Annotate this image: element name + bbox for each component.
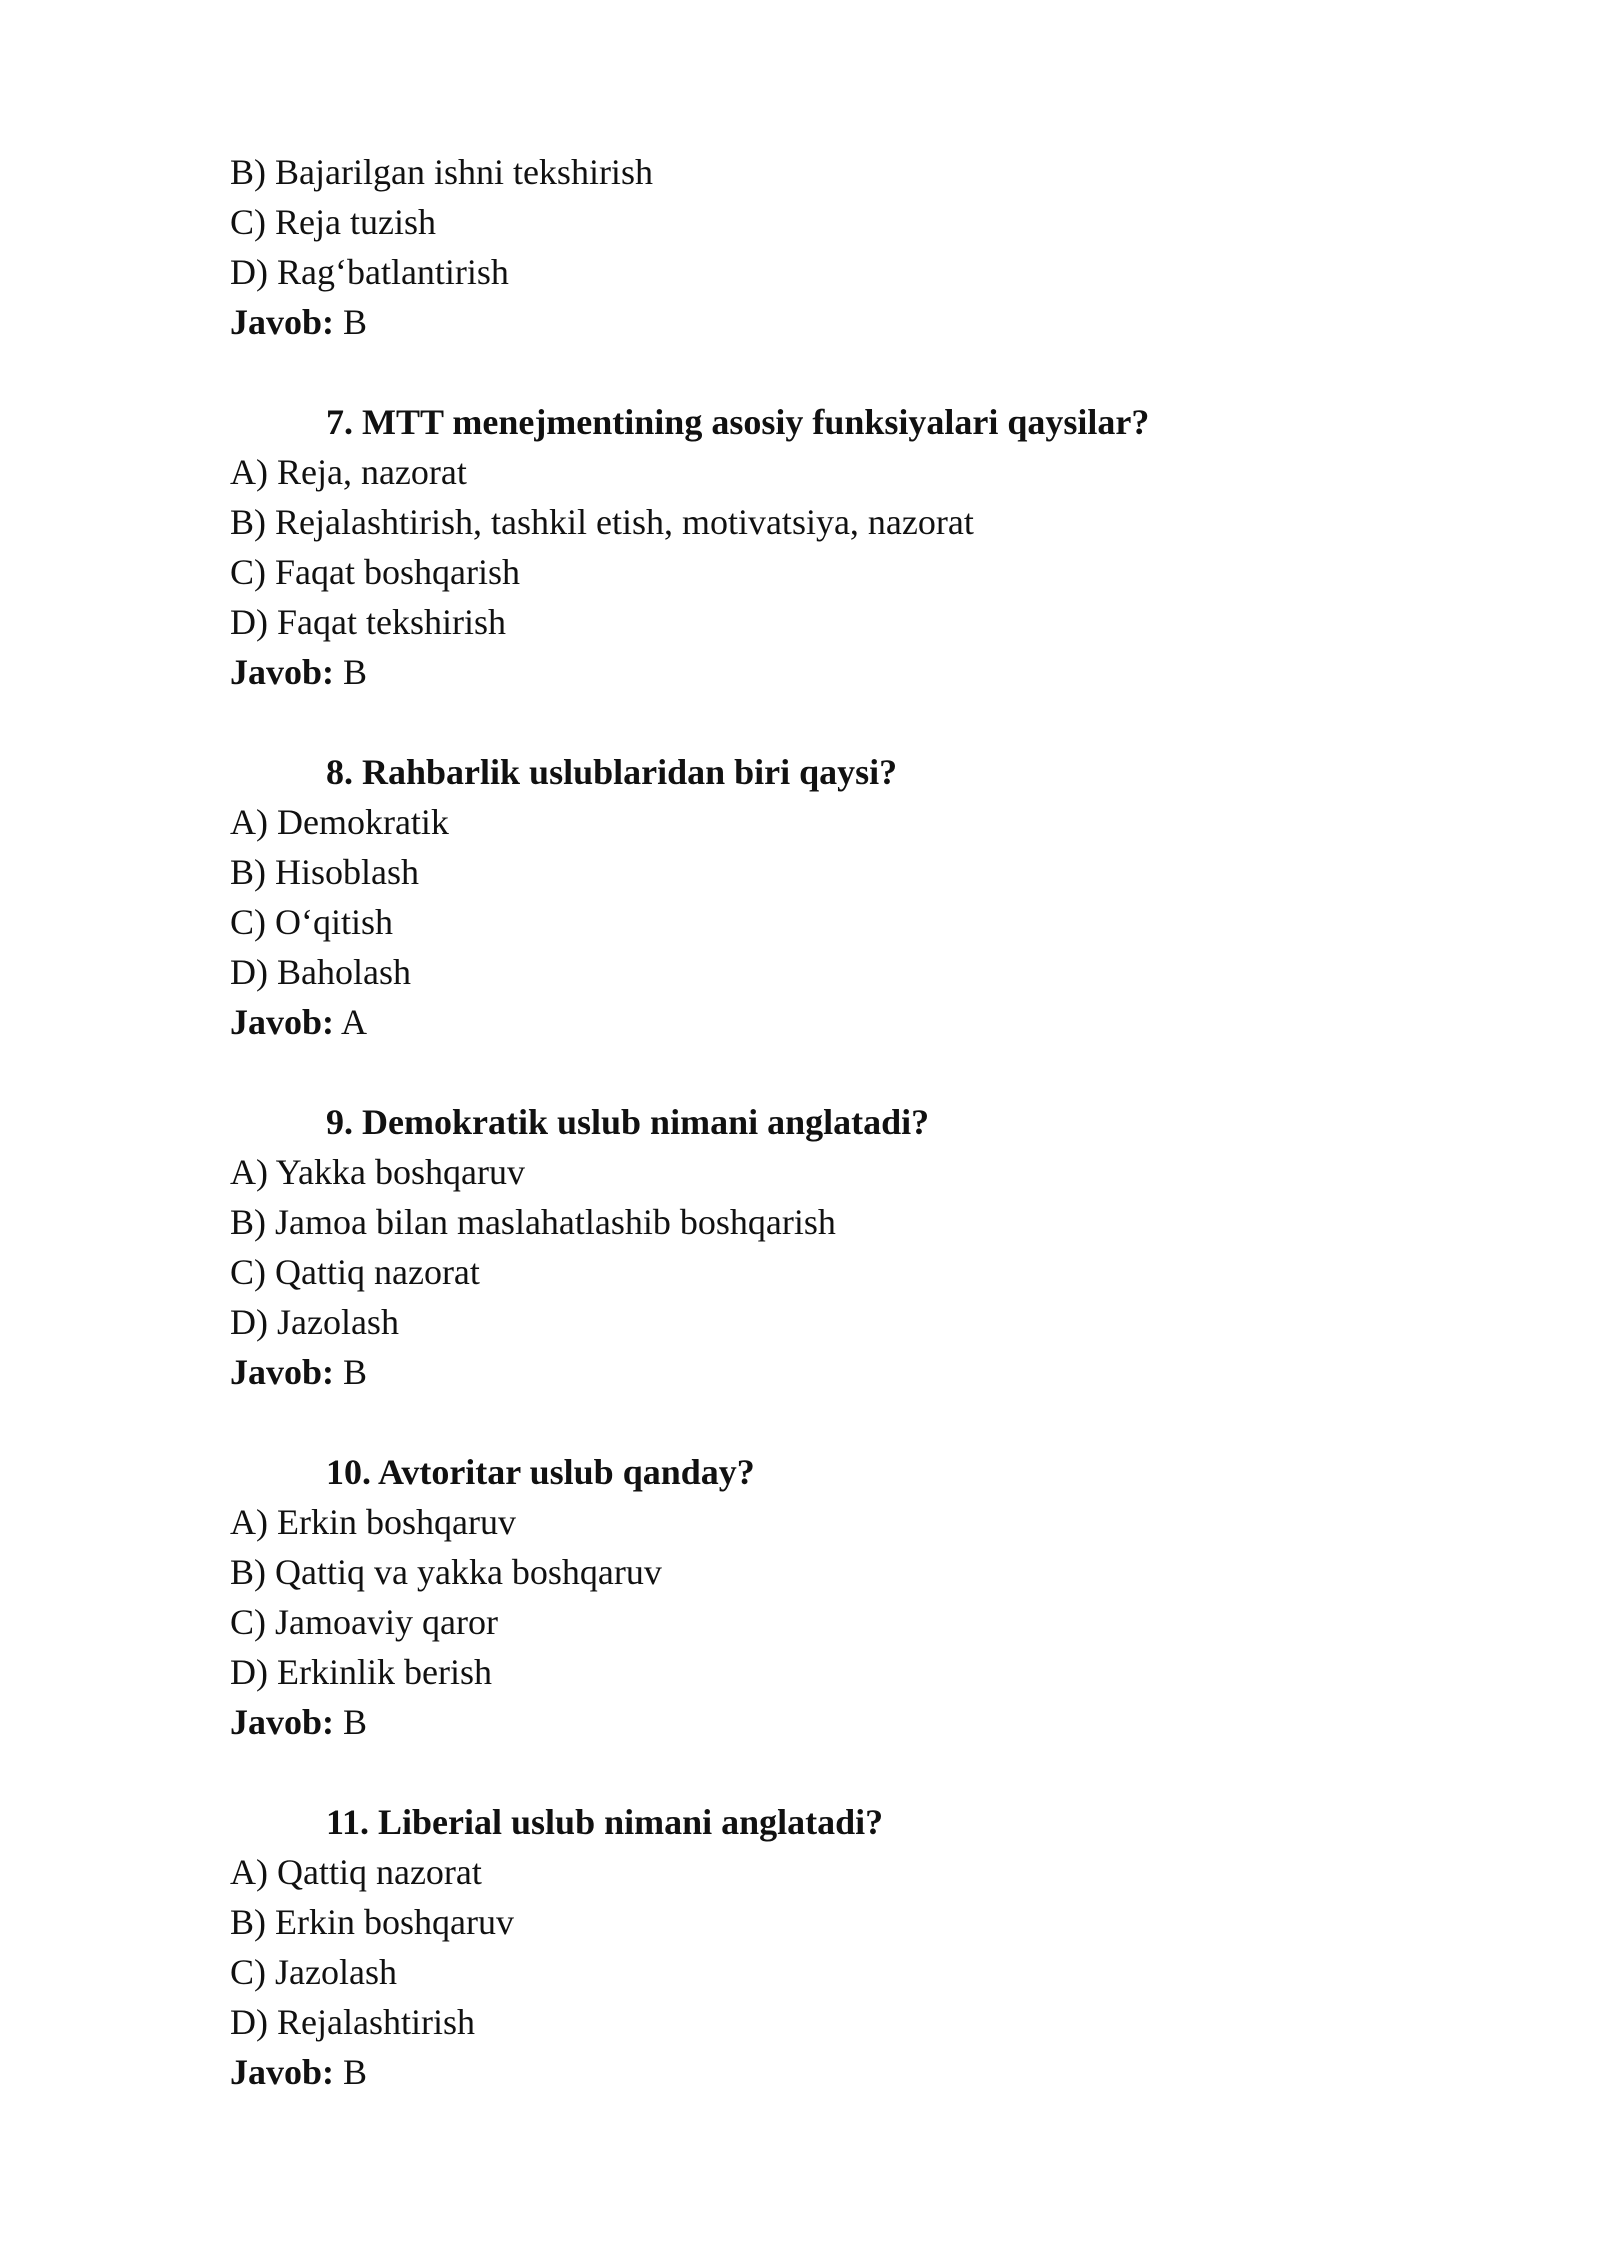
answer-label: Javob: [230,1702,335,1742]
document-content [230,147,1430,2097]
option-a: A) Demokratik [230,802,449,842]
option-b: B) Bajarilgan ishni tekshirish [230,152,653,192]
option-d: D) Jazolash [230,1302,399,1342]
question-title: 11. Liberial uslub nimani anglatadi? [326,1802,884,1842]
option-a: A) Qattiq nazorat [230,1852,482,1892]
option-b: B) Qattiq va yakka boshqaruv [230,1552,662,1592]
option-d: D) Erkinlik berish [230,1652,492,1692]
answer-line [230,647,1430,697]
option-c: C) Reja tuzish [230,202,436,242]
answer-line [230,2047,1430,2097]
answer-line [230,997,1430,1047]
question-title: 9. Demokratik uslub nimani anglatadi? [326,1102,930,1142]
question-block [230,397,1430,697]
option-c: C) O‘qitish [230,902,394,942]
answer-label: Javob: [230,1002,335,1042]
option-b: B) Jamoa bilan maslahatlashib boshqarish [230,1202,836,1242]
answer-value: A [334,1002,368,1042]
answer-value: B [334,302,368,342]
answer-label: Javob: [230,2052,335,2092]
question-title: 10. Avtoritar uslub qanday? [326,1452,755,1492]
answer-label: Javob: [230,302,335,342]
question-block [230,1447,1430,1747]
option-a: A) Erkin boshqaruv [230,1502,516,1542]
option-a: A) Yakka boshqaruv [230,1152,525,1192]
option-d: D) Faqat tekshirish [230,602,506,642]
option-c: C) Faqat boshqarish [230,552,520,592]
question-block [230,1097,1430,1397]
answer-label: Javob: [230,652,335,692]
option-c: C) Jazolash [230,1952,397,1992]
question-block [230,1797,1430,2097]
question-6-continuation [230,147,1430,347]
option-b: B) Erkin boshqaruv [230,1902,514,1942]
answer-value: B [334,2052,368,2092]
answer-line [230,1697,1430,1747]
option-a: A) Reja, nazorat [230,452,467,492]
question-title: 7. MTT menejmentining asosiy funksiyalari qaysilar? [326,402,1150,442]
option-d: D) Baholash [230,952,411,992]
option-b: B) Hisoblash [230,852,419,892]
answer-label: Javob: [230,1352,335,1392]
option-d: D) Rejalashtirish [230,2002,475,2042]
option-d: D) Rag‘batlantirish [230,252,509,292]
answer-value: B [334,1352,368,1392]
question-block [230,747,1430,1047]
answer-value: B [334,1702,368,1742]
answer-line [230,297,1430,347]
option-b: B) Rejalashtirish, tashkil etish, motivatsiya, nazorat [230,502,974,542]
option-c: C) Qattiq nazorat [230,1252,480,1292]
answer-line [230,1347,1430,1397]
option-c: C) Jamoaviy qaror [230,1602,498,1642]
answer-value: B [334,652,368,692]
question-title: 8. Rahbarlik uslublaridan biri qaysi? [326,752,898,792]
